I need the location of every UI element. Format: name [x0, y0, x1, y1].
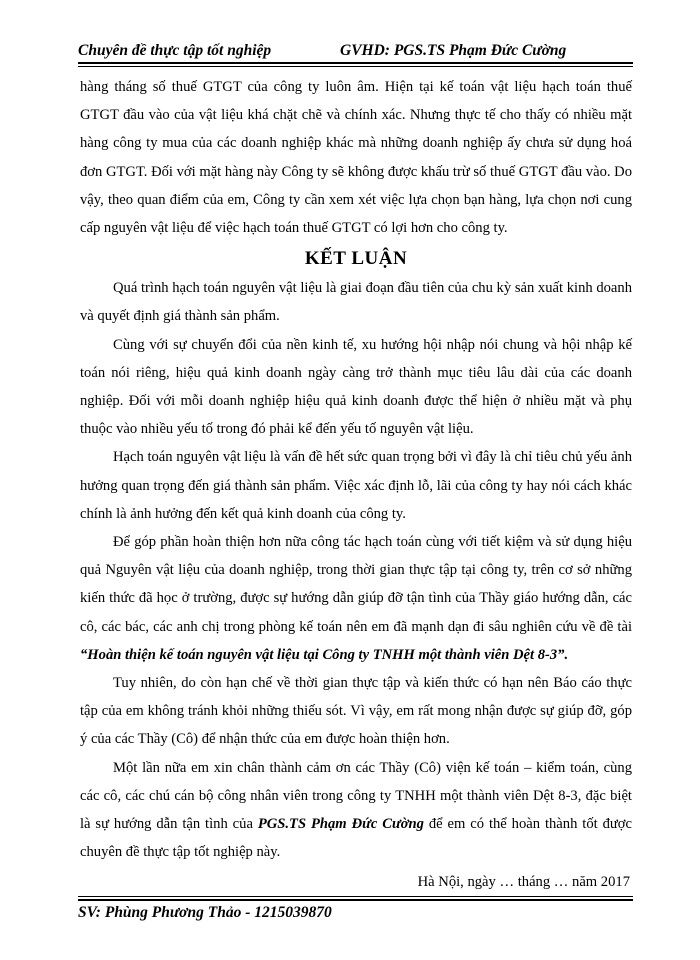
paragraph-6-text-b: để em có thể hoàn thành tốt được chuyên đề thực tập tốt nghiệp này. — [80, 816, 632, 861]
signoff-date: Hà Nội, ngày … tháng … năm 2017 — [417, 874, 630, 891]
paragraph-conclusion-1: Quá trình hạch toán nguyên vật liệu là giai đoạn đầu tiên của chu kỳ sản xuất kinh doanh và quyết định giá thành sản phẩm. — [80, 280, 632, 325]
footer-rule-thin — [78, 896, 633, 897]
paragraph-4-text: Để góp phần hoàn thiện hơn nữa công tác hạch toán cùng với tiết kiệm và sử dụng hiệu quả Nguyên vật liệu của doanh nghiệp, trong thời gian thực tập tại công ty, trên cơ sở những kiến thức đã học ở trường, được sự hướng dẫn giúp đỡ tận tình của Thầy giáo hướng dẫn, các cô, các bác, các anh chị trong phòng kế toán nên em đã mạnh dạn đi sâu nghiên cứu về đề tài — [80, 534, 632, 635]
page-body — [80, 73, 632, 897]
thesis-title: “Hoàn thiện kế toán nguyên vật liệu tại Công ty TNHH một thành viên Dệt 8-3”. — [80, 646, 569, 663]
section-heading-conclusion: KẾT LUẬN — [304, 248, 408, 270]
header-report-title: Chuyên đề thực tập tốt nghiệp — [78, 42, 272, 59]
header-supervisor: GVHD: PGS.TS Phạm Đức Cường — [340, 42, 567, 59]
paragraph-6-text-a: Một lần nữa em xin chân thành cảm ơn các Thầy (Cô) viện kế toán – kiểm toán, cùng các cô, các chú cán bộ công nhân viên trong công ty TNHH một thành viên Dệt 8-3, đặc biệt là sự hướng dẫn tận tình của — [80, 759, 632, 833]
paragraph-conclusion-4 — [80, 528, 632, 669]
header-rule-thin — [78, 66, 633, 67]
paragraph-continued: hàng tháng số thuế GTGT của công ty luôn âm. Hiện tại kế toán vật liệu hạch toán thuế GTGT đầu vào của vật liệu khá chặt chẽ và chính xác. Nhưng thực tế cho thấy có nhiều mặt hàng công ty mua của các doanh nghiệp khác mà những doanh nghiệp ấy chưa sử dụng hoá đơn GTGT. Đối với mặt hàng này Công ty sẽ không được khấu trừ số thuế GTGT đầu vào. Do vậy, theo quan điểm của em, Công ty cần xem xét việc lựa chọn bạn hàng, lựa chọn nơi cung cấp nguyên vật liệu để việc hạch toán thuế GTGT có lợi hơn cho công ty. — [80, 79, 632, 237]
header-rule-thick — [78, 62, 633, 64]
paragraph-conclusion-2: Cùng với sự chuyển đổi của nền kinh tế, xu hướng hội nhập nói chung và hội nhập kế toán nói riêng, hiệu quả kinh doanh ngày càng trở thành mục tiêu lâu dài của các doanh nghiệp. Đối với mỗi doanh nghiệp hiệu quả kinh doanh được thể hiện ở nhiều mặt và phụ thuộc vào nhiều yếu tố trong đó phải kể đến yếu tố nguyên vật liệu. — [80, 336, 632, 438]
footer-rule-thick — [78, 899, 633, 901]
paragraph-conclusion-3: Hạch toán nguyên vật liệu là vấn đề hết sức quan trọng bởi vì đây là chỉ tiêu chủ yếu ảnh hưởng quan trọng đến giá thành sản phẩm. Việc xác định lỗ, lãi của công ty hay nói cách khác chính là ảnh hưởng đến kết quả kinh doanh của công ty. — [80, 449, 632, 522]
supervisor-name: PGS.TS Phạm Đức Cường — [257, 816, 424, 833]
page-footer-author: SV: Phùng Phương Thảo - 1215039870 — [78, 904, 332, 921]
paragraph-conclusion-5: Tuy nhiên, do còn hạn chế về thời gian thực tập và kiến thức có hạn nên Báo cáo thực tập của em không tránh khỏi những thiếu sót. Vì vậy, em rất mong nhận được sự giúp đỡ, góp ý của các Thầy (Cô) để nhận thức của em được hoàn thiện hơn. — [80, 675, 632, 748]
paragraph-conclusion-6 — [80, 754, 632, 867]
